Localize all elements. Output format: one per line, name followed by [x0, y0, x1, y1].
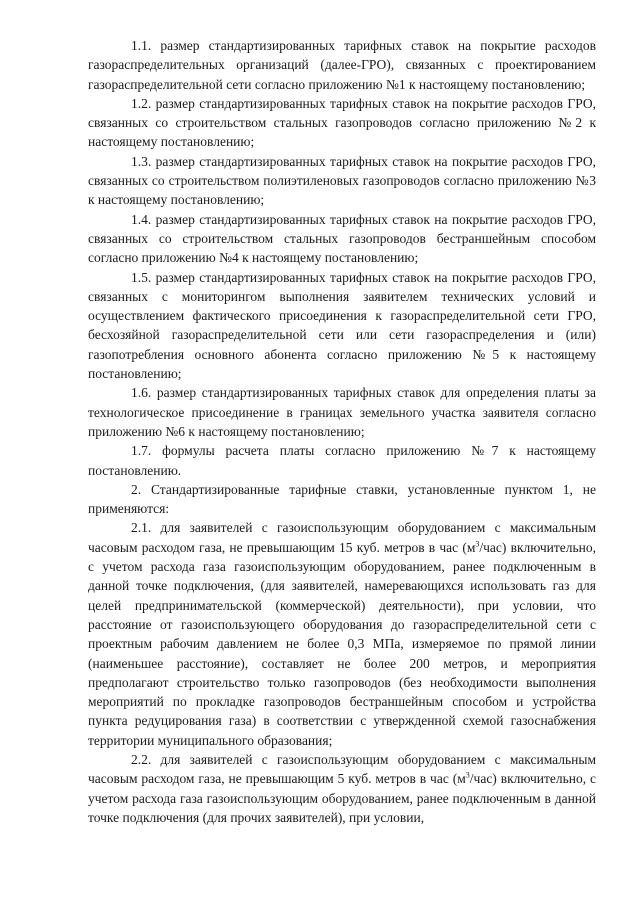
paragraph-1-2: 1.2. размер стандартизированных тарифных ставок на покрытие расходов ГРО, связанных со строительством стальных газопроводов согласно приложению №2 к настоящему постановлению; [88, 95, 596, 150]
document-page [88, 36, 596, 827]
paragraph-1-3: 1.3. размер стандартизированных тарифных ставок на покрытие расходов ГРО, связанных со строительством полиэтиленовых газопроводов согласно приложению №3 к настоящему постановлению; [88, 153, 596, 208]
paragraph-2-2 [88, 750, 596, 827]
cubic-superscript: 3 [475, 539, 480, 549]
paragraph-2-1-text-after: /час) включительно, с учетом расхода газа газоиспользующим оборудованием, ранее подключенным в данной точке подключения, (для заявителей, намеревающихся использовать газ для целей предпринимательской (коммерческой) деятельности), при условии, что расстояние от газоиспользующего оборудования до газораспределительной сети с проектным рабочим давлением не более 0,3 МПа, измеряемое по прямой линии (наименьшее расстояние), составляет не более 200 метров, и мероприятия предполагают строительство только газопроводов (без необходимости выполнения мероприятий по прокладке газопроводов бестраншейным способом и устройства пункта редуцирования газа) в соответствии с утвержденной схемой газоснабжения территории муниципального образования; [88, 539, 596, 748]
cubic-superscript: 3 [465, 770, 470, 780]
paragraph-2-1-text-before: 2.1. для заявителей с газоиспользующим оборудованием с максимальным часовым расходом газа, не превышающим 15 куб. метров в час (м [88, 520, 596, 555]
paragraph-2: 2. Стандартизированные тарифные ставки, установленные пунктом 1, не применяются: [88, 481, 596, 517]
paragraph-2-1 [88, 518, 596, 750]
paragraph-1-7: 1.7. формулы расчета платы согласно приложению №7 к настоящему постановлению. [88, 443, 596, 478]
paragraph-2-2-text-before: 2.2. для заявителей с газоиспользующим оборудованием с максимальным часовым расходом газа, не превышающим 5 куб. метров в час (м [88, 751, 596, 787]
paragraph-1-4: 1.4. размер стандартизированных тарифных ставок на покрытие расходов ГРО, связанных со строительством стальных газопроводов бестраншейным способом согласно приложению №4 к настоящему постановлению; [88, 211, 596, 266]
paragraph-2-2-text-after: /час) включительно, с учетом расхода газа газоиспользующим оборудованием, ранее подключенным в данной точке подключения (для прочих заявителей), при условии, [88, 771, 597, 825]
paragraph-1-6: 1.6. размер стандартизированных тарифных ставок для определения платы за технологическое присоединение в границах земельного участка заявителя согласно приложению №6 к настоящему постановлению; [88, 385, 596, 439]
paragraph-1-1: 1.1. размер стандартизированных тарифных ставок на покрытие расходов газораспределительных организаций (далее-ГРО), связанных с проектированием газораспределительной сети согласно приложению №1 к настоящему постановлению; [88, 38, 596, 92]
paragraph-1-5: 1.5. размер стандартизированных тарифных ставок на покрытие расходов ГРО, связанных с мониторингом выполнения заявителем технических условий и осуществлением фактического присоединения к газораспределительной сети ГРО, бесхозяйной газораспределительной сети или сети газораспределения и (или) газопотребления основного абонента согласно приложению №5 к настоящему постановлению; [88, 269, 596, 382]
